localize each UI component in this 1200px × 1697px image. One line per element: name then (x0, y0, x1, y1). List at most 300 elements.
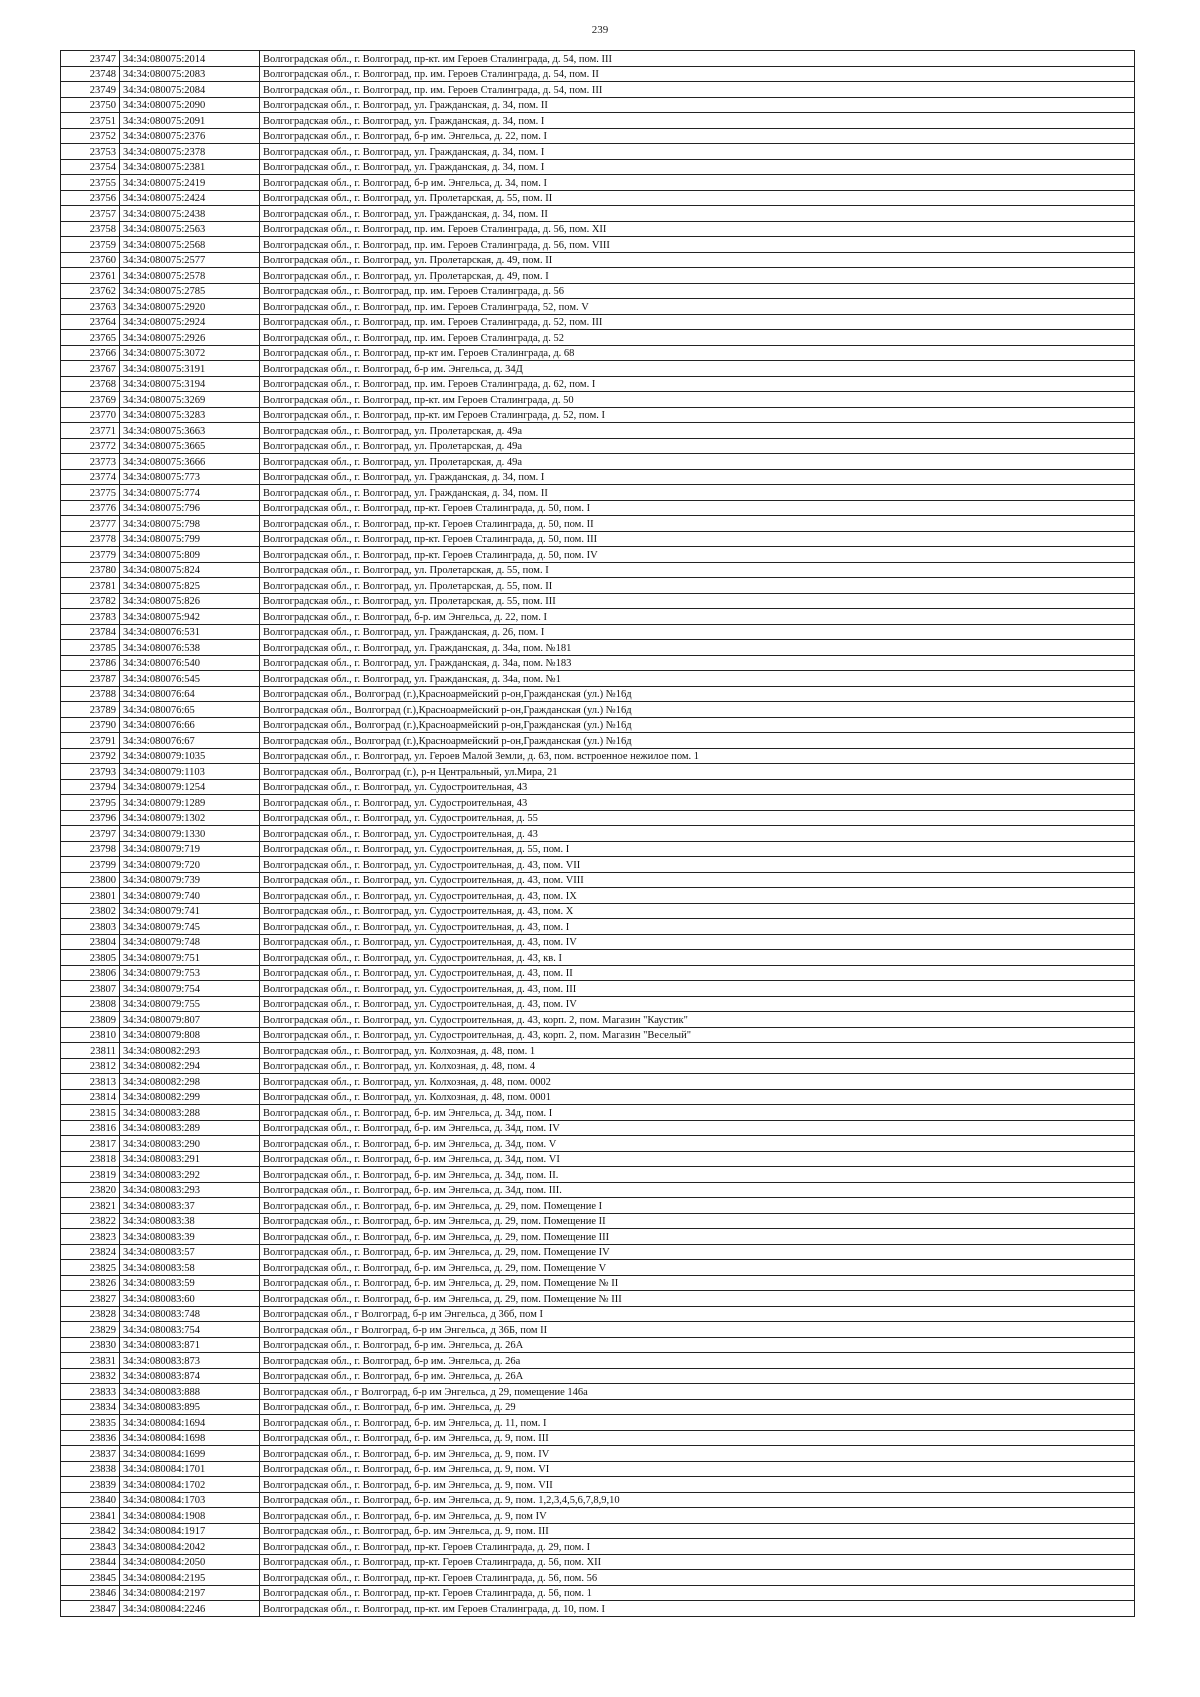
table-row (61, 1353, 1135, 1369)
cadastral-number-cell: 34:34:080075:3072 (120, 345, 260, 361)
address-cell: Волгоградская обл., г. Волгоград, ул. Гражданская, д. 34, пом. I (260, 469, 1135, 485)
address-cell: Волгоградская обл., г. Волгоград, б-р. им Энгельса, д. 9, пом. IV (260, 1446, 1135, 1462)
address-cell: Волгоградская обл., г. Волгоград, ул. Гражданская, д. 34, пом. II (260, 485, 1135, 501)
cadastral-number-cell: 34:34:080075:3269 (120, 392, 260, 408)
cadastral-number-cell: 34:34:080076:531 (120, 624, 260, 640)
address-cell: Волгоградская обл., г. Волгоград, б-р. им Энгельса, д. 9, пом. VI (260, 1461, 1135, 1477)
row-number-cell: 23786 (61, 655, 120, 671)
address-cell: Волгоградская обл., г. Волгоград, ул. Судостроительная, д. 43, корп. 2, пом. Магазин "Веселый" (260, 1027, 1135, 1043)
cadastral-number-cell: 34:34:080083:38 (120, 1213, 260, 1229)
address-cell: Волгоградская обл., г. Волгоград, б-р. им Энгельса, д. 29, пом. Помещение III (260, 1229, 1135, 1245)
cadastral-number-cell: 34:34:080076:65 (120, 702, 260, 718)
row-number-cell: 23795 (61, 795, 120, 811)
address-cell: Волгоградская обл., г. Волгоград, ул. Судостроительная, д. 55, пом. I (260, 841, 1135, 857)
address-cell: Волгоградская обл., г. Волгоград, пр-кт. им Героев Сталинграда, д. 50 (260, 392, 1135, 408)
address-cell: Волгоградская обл., Волгоград (г.), р-н Центральный, ул.Мира, 21 (260, 764, 1135, 780)
address-cell: Волгоградская обл., г. Волгоград, ул. Гражданская, д. 34, пом. I (260, 159, 1135, 175)
cadastral-number-cell: 34:34:080079:1035 (120, 748, 260, 764)
cadastral-number-cell: 34:34:080084:2246 (120, 1601, 260, 1617)
address-cell: Волгоградская обл., г. Волгоград, ул. Судостроительная, д. 43, кв. I (260, 950, 1135, 966)
table-row (61, 671, 1135, 687)
table-row (61, 1198, 1135, 1214)
table-row (61, 1182, 1135, 1198)
address-cell: Волгоградская обл., г. Волгоград, ул. Колхозная, д. 48, пом. 1 (260, 1043, 1135, 1059)
cadastral-number-cell: 34:34:080084:1703 (120, 1492, 260, 1508)
table-row (61, 1074, 1135, 1090)
row-number-cell: 23805 (61, 950, 120, 966)
cadastral-number-cell: 34:34:080083:290 (120, 1136, 260, 1152)
address-cell: Волгоградская обл., Волгоград (г.),Красноармейский р-он,Гражданская (ул.) №16д (260, 733, 1135, 749)
table-row (61, 779, 1135, 795)
row-number-cell: 23781 (61, 578, 120, 594)
cadastral-number-cell: 34:34:080075:809 (120, 547, 260, 563)
address-cell: Волгоградская обл., г. Волгоград, б-р им. Энгельса, д. 26а (260, 1353, 1135, 1369)
row-number-cell: 23783 (61, 609, 120, 625)
table-row (61, 1306, 1135, 1322)
row-number-cell: 23797 (61, 826, 120, 842)
row-number-cell: 23825 (61, 1260, 120, 1276)
row-number-cell: 23831 (61, 1353, 120, 1369)
cadastral-number-cell: 34:34:080079:1289 (120, 795, 260, 811)
cadastral-number-cell: 34:34:080083:37 (120, 1198, 260, 1214)
row-number-cell: 23798 (61, 841, 120, 857)
address-cell: Волгоградская обл., г. Волгоград, ул. Пролетарская, д. 55, пом. III (260, 593, 1135, 609)
row-number-cell: 23755 (61, 175, 120, 191)
cadastral-number-cell: 34:34:080076:545 (120, 671, 260, 687)
cadastral-number-cell: 34:34:080083:39 (120, 1229, 260, 1245)
address-cell: Волгоградская обл., г. Волгоград, б-р. им Энгельса, д. 34д, пом. I (260, 1105, 1135, 1121)
row-number-cell: 23840 (61, 1492, 120, 1508)
table-row (61, 841, 1135, 857)
address-cell: Волгоградская обл., г. Волгоград, ул. Гражданская, д. 34, пом. II (260, 206, 1135, 222)
table-row (61, 1337, 1135, 1353)
cadastral-number-cell: 34:34:080082:293 (120, 1043, 260, 1059)
row-number-cell: 23826 (61, 1275, 120, 1291)
table-row (61, 1430, 1135, 1446)
row-number-cell: 23767 (61, 361, 120, 377)
address-cell: Волгоградская обл., г. Волгоград, пр. им. Героев Сталинграда, д. 56, пом. VIII (260, 237, 1135, 253)
cadastral-number-cell: 34:34:080076:66 (120, 717, 260, 733)
table-row (61, 764, 1135, 780)
table-row (61, 500, 1135, 516)
row-number-cell: 23773 (61, 454, 120, 470)
table-row (61, 733, 1135, 749)
address-cell: Волгоградская обл., г. Волгоград, ул. Гражданская, д. 34, пом. II (260, 97, 1135, 113)
table-row (61, 516, 1135, 532)
row-number-cell: 23782 (61, 593, 120, 609)
address-cell: Волгоградская обл., г. Волгоград, пр-кт. Героев Сталинграда, д. 50, пом. I (260, 500, 1135, 516)
cadastral-number-cell: 34:34:080083:748 (120, 1306, 260, 1322)
cadastral-number-cell: 34:34:080079:808 (120, 1027, 260, 1043)
table-row (61, 1120, 1135, 1136)
address-cell: Волгоградская обл., г. Волгоград, ул. Гражданская, д. 26, пом. I (260, 624, 1135, 640)
table-row (61, 1384, 1135, 1400)
table-row (61, 113, 1135, 129)
cadastral-number-cell: 34:34:080075:826 (120, 593, 260, 609)
row-number-cell: 23845 (61, 1570, 120, 1586)
address-cell: Волгоградская обл., г. Волгоград, б-р. им Энгельса, д. 34д, пом. III. (260, 1182, 1135, 1198)
row-number-cell: 23810 (61, 1027, 120, 1043)
cadastral-number-cell: 34:34:080083:60 (120, 1291, 260, 1307)
cadastral-number-cell: 34:34:080084:1698 (120, 1430, 260, 1446)
row-number-cell: 23834 (61, 1399, 120, 1415)
table-row (61, 485, 1135, 501)
table-row (61, 531, 1135, 547)
cadastral-number-cell: 34:34:080084:2197 (120, 1585, 260, 1601)
property-registry-table (60, 50, 1135, 1617)
row-number-cell: 23760 (61, 252, 120, 268)
table-row (61, 919, 1135, 935)
address-cell: Волгоградская обл., г. Волгоград, пр-кт. им Героев Сталинграда, д. 52, пом. I (260, 407, 1135, 423)
row-number-cell: 23759 (61, 237, 120, 253)
address-cell: Волгоградская обл., г. Волгоград, ул. Пролетарская, д. 49, пом. II (260, 252, 1135, 268)
address-cell: Волгоградская обл., г. Волгоград, б-р им. Энгельса, д. 34, пом. I (260, 175, 1135, 191)
table-row (61, 1585, 1135, 1601)
row-number-cell: 23815 (61, 1105, 120, 1121)
row-number-cell: 23819 (61, 1167, 120, 1183)
address-cell: Волгоградская обл., г. Волгоград, ул. Пролетарская, д. 55, пом. I (260, 562, 1135, 578)
row-number-cell: 23836 (61, 1430, 120, 1446)
cadastral-number-cell: 34:34:080075:2785 (120, 283, 260, 299)
address-cell: Волгоградская обл., г. Волгоград, пр-кт. Героев Сталинграда, д. 50, пом. II (260, 516, 1135, 532)
table-row (61, 748, 1135, 764)
table-row (61, 578, 1135, 594)
row-number-cell: 23762 (61, 283, 120, 299)
address-cell: Волгоградская обл., г. Волгоград, ул. Пролетарская, д. 55, пом. II (260, 190, 1135, 206)
address-cell: Волгоградская обл., Волгоград (г.),Красноармейский р-он,Гражданская (ул.) №16д (260, 702, 1135, 718)
row-number-cell: 23776 (61, 500, 120, 516)
cadastral-number-cell: 34:34:080075:774 (120, 485, 260, 501)
cadastral-number-cell: 34:34:080082:299 (120, 1089, 260, 1105)
table-row (61, 1151, 1135, 1167)
table-row (61, 1554, 1135, 1570)
address-cell: Волгоградская обл., г. Волгоград, ул. Пролетарская, д. 49а (260, 438, 1135, 454)
cadastral-number-cell: 34:34:080084:1701 (120, 1461, 260, 1477)
address-cell: Волгоградская обл., г. Волгоград, б-р. им Энгельса, д. 9, пом. 1,2,3,4,5,6,7,8,9,10 (260, 1492, 1135, 1508)
table-row (61, 144, 1135, 160)
address-cell: Волгоградская обл., г. Волгоград, б-р. им Энгельса, д. 22, пом. I (260, 609, 1135, 625)
cadastral-number-cell: 34:34:080084:1699 (120, 1446, 260, 1462)
row-number-cell: 23790 (61, 717, 120, 733)
row-number-cell: 23820 (61, 1182, 120, 1198)
row-number-cell: 23785 (61, 640, 120, 656)
table-row (61, 345, 1135, 361)
table-row (61, 1368, 1135, 1384)
address-cell: Волгоградская обл., г. Волгоград, пр-кт. им Героев Сталинграда, д. 10, пом. I (260, 1601, 1135, 1617)
table-row (61, 1244, 1135, 1260)
row-number-cell: 23847 (61, 1601, 120, 1617)
row-number-cell: 23809 (61, 1012, 120, 1028)
table-row (61, 562, 1135, 578)
cadastral-number-cell: 34:34:080075:3283 (120, 407, 260, 423)
row-number-cell: 23758 (61, 221, 120, 237)
row-number-cell: 23788 (61, 686, 120, 702)
row-number-cell: 23830 (61, 1337, 120, 1353)
cadastral-number-cell: 34:34:080076:540 (120, 655, 260, 671)
table-row (61, 795, 1135, 811)
cadastral-number-cell: 34:34:080079:1103 (120, 764, 260, 780)
cadastral-number-cell: 34:34:080075:2578 (120, 268, 260, 284)
table-row (61, 97, 1135, 113)
row-number-cell: 23770 (61, 407, 120, 423)
address-cell: Волгоградская обл., г. Волгоград, ул. Судостроительная, д. 43, пом. IX (260, 888, 1135, 904)
address-cell: Волгоградская обл., г. Волгоград, пр. им. Героев Сталинграда, д. 62, пом. I (260, 376, 1135, 392)
address-cell: Волгоградская обл., г. Волгоград, пр-кт. Героев Сталинграда, д. 29, пом. I (260, 1539, 1135, 1555)
address-cell: Волгоградская обл., г. Волгоград, ул. Гражданская, д. 34, пом. I (260, 144, 1135, 160)
cadastral-number-cell: 34:34:080075:798 (120, 516, 260, 532)
cadastral-number-cell: 34:34:080083:59 (120, 1275, 260, 1291)
cadastral-number-cell: 34:34:080076:67 (120, 733, 260, 749)
cadastral-number-cell: 34:34:080083:57 (120, 1244, 260, 1260)
cadastral-number-cell: 34:34:080079:720 (120, 857, 260, 873)
table-row (61, 1492, 1135, 1508)
row-number-cell: 23763 (61, 299, 120, 315)
row-number-cell: 23780 (61, 562, 120, 578)
address-cell: Волгоградская обл., Волгоград (г.),Красноармейский р-он,Гражданская (ул.) №16д (260, 686, 1135, 702)
table-row (61, 252, 1135, 268)
table-row (61, 237, 1135, 253)
address-cell: Волгоградская обл., г. Волгоград, б-р им. Энгельса, д. 26А (260, 1337, 1135, 1353)
row-number-cell: 23768 (61, 376, 120, 392)
row-number-cell: 23778 (61, 531, 120, 547)
page-number: 239 (591, 24, 609, 36)
cadastral-number-cell: 34:34:080075:3663 (120, 423, 260, 439)
row-number-cell: 23749 (61, 82, 120, 98)
row-number-cell: 23816 (61, 1120, 120, 1136)
address-cell: Волгоградская обл., г. Волгоград, пр. им. Героев Сталинграда, д. 56, пом. XII (260, 221, 1135, 237)
row-number-cell: 23761 (61, 268, 120, 284)
row-number-cell: 23766 (61, 345, 120, 361)
address-cell: Волгоградская обл., г. Волгоград, ул. Гражданская, д. 34а, пом. №183 (260, 655, 1135, 671)
address-cell: Волгоградская обл., г. Волгоград, ул. Колхозная, д. 48, пом. 0001 (260, 1089, 1135, 1105)
address-cell: Волгоградская обл., г. Волгоград, ул. Судостроительная, д. 43, пом. VII (260, 857, 1135, 873)
cadastral-number-cell: 34:34:080083:289 (120, 1120, 260, 1136)
address-cell: Волгоградская обл., г. Волгоград, ул. Судостроительная, д. 43, пом. I (260, 919, 1135, 935)
table-row (61, 1539, 1135, 1555)
table-row (61, 1477, 1135, 1493)
address-cell: Волгоградская обл., г. Волгоград, ул. Пролетарская, д. 49а (260, 454, 1135, 470)
cadastral-number-cell: 34:34:080079:719 (120, 841, 260, 857)
row-number-cell: 23791 (61, 733, 120, 749)
address-cell: Волгоградская обл., г. Волгоград, пр. им. Героев Сталинграда, д. 54, пом. III (260, 82, 1135, 98)
cadastral-number-cell: 34:34:080075:2014 (120, 51, 260, 67)
address-cell: Волгоградская обл., г. Волгоград, б-р. им Энгельса, д. 9, пом IV (260, 1508, 1135, 1524)
address-cell: Волгоградская обл., г. Волгоград, пр-кт. Героев Сталинграда, д. 56, пом. 56 (260, 1570, 1135, 1586)
row-number-cell: 23771 (61, 423, 120, 439)
table-row (61, 1461, 1135, 1477)
table-row (61, 1415, 1135, 1431)
table-row (61, 206, 1135, 222)
address-cell: Волгоградская обл., г. Волгоград, пр-кт. Героев Сталинграда, д. 50, пом. III (260, 531, 1135, 547)
cadastral-number-cell: 34:34:080083:293 (120, 1182, 260, 1198)
table-row (61, 376, 1135, 392)
cadastral-number-cell: 34:34:080083:895 (120, 1399, 260, 1415)
address-cell: Волгоградская обл., г. Волгоград, ул. Судостроительная, 43 (260, 779, 1135, 795)
address-cell: Волгоградская обл., г. Волгоград, пр-кт. Героев Сталинграда, д. 56, пом. XII (260, 1554, 1135, 1570)
table-row (61, 1523, 1135, 1539)
cadastral-number-cell: 34:34:080075:773 (120, 469, 260, 485)
address-cell: Волгоградская обл., г. Волгоград, пр. им. Героев Сталинграда, д. 52, пом. III (260, 314, 1135, 330)
row-number-cell: 23804 (61, 934, 120, 950)
table-row (61, 547, 1135, 563)
table-row (61, 454, 1135, 470)
address-cell: Волгоградская обл., г. Волгоград, б-р. им Энгельса, д. 9, пом. III (260, 1523, 1135, 1539)
table-row (61, 826, 1135, 842)
address-cell: Волгоградская обл., г. Волгоград, ул. Пролетарская, д. 49, пом. I (260, 268, 1135, 284)
cadastral-number-cell: 34:34:080075:824 (120, 562, 260, 578)
row-number-cell: 23775 (61, 485, 120, 501)
table-row (61, 1570, 1135, 1586)
address-cell: Волгоградская обл., г. Волгоград, б-р. им Энгельса, д. 9, пом. III (260, 1430, 1135, 1446)
row-number-cell: 23823 (61, 1229, 120, 1245)
cadastral-number-cell: 34:34:080083:874 (120, 1368, 260, 1384)
address-cell: Волгоградская обл., г. Волгоград, б-р. им Энгельса, д. 34д, пом. II. (260, 1167, 1135, 1183)
table-row (61, 159, 1135, 175)
row-number-cell: 23841 (61, 1508, 120, 1524)
table-row (61, 82, 1135, 98)
address-cell: Волгоградская обл., г. Волгоград, ул. Судостроительная, д. 43, пом. X (260, 903, 1135, 919)
row-number-cell: 23792 (61, 748, 120, 764)
row-number-cell: 23837 (61, 1446, 120, 1462)
row-number-cell: 23794 (61, 779, 120, 795)
table-row (61, 1260, 1135, 1276)
cadastral-number-cell: 34:34:080075:2424 (120, 190, 260, 206)
address-cell: Волгоградская обл., г. Волгоград, б-р. им Энгельса, д. 9, пом. VII (260, 1477, 1135, 1493)
table-row (61, 996, 1135, 1012)
table-row (61, 593, 1135, 609)
cadastral-number-cell: 34:34:080076:64 (120, 686, 260, 702)
row-number-cell: 23812 (61, 1058, 120, 1074)
table-row (61, 888, 1135, 904)
table-row (61, 1508, 1135, 1524)
row-number-cell: 23779 (61, 547, 120, 563)
row-number-cell: 23821 (61, 1198, 120, 1214)
address-cell: Волгоградская обл., г. Волгоград, ул. Судостроительная, д. 43, пом. IV (260, 934, 1135, 950)
table-row (61, 438, 1135, 454)
table-row (61, 934, 1135, 950)
row-number-cell: 23753 (61, 144, 120, 160)
cadastral-number-cell: 34:34:080083:754 (120, 1322, 260, 1338)
cadastral-number-cell: 34:34:080084:1702 (120, 1477, 260, 1493)
cadastral-number-cell: 34:34:080079:745 (120, 919, 260, 935)
table-row (61, 1058, 1135, 1074)
row-number-cell: 23811 (61, 1043, 120, 1059)
table-row (61, 190, 1135, 206)
address-cell: Волгоградская обл., г. Волгоград, ул. Гражданская, д. 34а, пом. №181 (260, 640, 1135, 656)
cadastral-number-cell: 34:34:080075:3191 (120, 361, 260, 377)
registry-table-body (61, 51, 1135, 1617)
row-number-cell: 23846 (61, 1585, 120, 1601)
row-number-cell: 23838 (61, 1461, 120, 1477)
table-row (61, 1043, 1135, 1059)
table-row (61, 965, 1135, 981)
cadastral-number-cell: 34:34:080075:2084 (120, 82, 260, 98)
cadastral-number-cell: 34:34:080083:58 (120, 1260, 260, 1276)
address-cell: Волгоградская обл., Волгоград (г.),Красноармейский р-он,Гражданская (ул.) №16д (260, 717, 1135, 733)
table-row (61, 314, 1135, 330)
table-row (61, 903, 1135, 919)
row-number-cell: 23802 (61, 903, 120, 919)
address-cell: Волгоградская обл., г. Волгоград, ул. Судостроительная, д. 43, корп. 2, пом. Магазин "Каустик" (260, 1012, 1135, 1028)
table-row (61, 66, 1135, 82)
row-number-cell: 23774 (61, 469, 120, 485)
cadastral-number-cell: 34:34:080075:2926 (120, 330, 260, 346)
cadastral-number-cell: 34:34:080075:2381 (120, 159, 260, 175)
table-row (61, 702, 1135, 718)
address-cell: Волгоградская обл., г. Волгоград, б-р. им Энгельса, д. 34д, пом. IV (260, 1120, 1135, 1136)
row-number-cell: 23751 (61, 113, 120, 129)
address-cell: Волгоградская обл., г. Волгоград, б-р. им Энгельса, д. 29, пом. Помещение IV (260, 1244, 1135, 1260)
table-row (61, 407, 1135, 423)
cadastral-number-cell: 34:34:080082:294 (120, 1058, 260, 1074)
row-number-cell: 23842 (61, 1523, 120, 1539)
row-number-cell: 23833 (61, 1384, 120, 1400)
table-row (61, 717, 1135, 733)
cadastral-number-cell: 34:34:080075:3194 (120, 376, 260, 392)
address-cell: Волгоградская обл., г. Волгоград, ул. Пролетарская, д. 55, пом. II (260, 578, 1135, 594)
table-row (61, 1167, 1135, 1183)
cadastral-number-cell: 34:34:080076:538 (120, 640, 260, 656)
row-number-cell: 23784 (61, 624, 120, 640)
address-cell: Волгоградская обл., г Волгоград, б-р им Энгельса, д 29, помещение 146а (260, 1384, 1135, 1400)
cadastral-number-cell: 34:34:080075:942 (120, 609, 260, 625)
cadastral-number-cell: 34:34:080079:807 (120, 1012, 260, 1028)
address-cell: Волгоградская обл., г. Волгоград, ул. Гражданская, д. 34, пом. I (260, 113, 1135, 129)
address-cell: Волгоградская обл., г. Волгоград, б-р. им Энгельса, д. 29, пом. Помещение V (260, 1260, 1135, 1276)
cadastral-number-cell: 34:34:080079:754 (120, 981, 260, 997)
row-number-cell: 23754 (61, 159, 120, 175)
table-row (61, 175, 1135, 191)
table-row (61, 330, 1135, 346)
cadastral-number-cell: 34:34:080075:799 (120, 531, 260, 547)
table-row (61, 128, 1135, 144)
address-cell: Волгоградская обл., г. Волгоград, ул. Судостроительная, д. 43, пом. II (260, 965, 1135, 981)
table-row (61, 1275, 1135, 1291)
row-number-cell: 23803 (61, 919, 120, 935)
address-cell: Волгоградская обл., г. Волгоград, ул. Гражданская, д. 34а, пом. №1 (260, 671, 1135, 687)
row-number-cell: 23801 (61, 888, 120, 904)
address-cell: Волгоградская обл., г Волгоград, б-р им Энгельса, д 36Б, пом II (260, 1322, 1135, 1338)
table-row (61, 299, 1135, 315)
address-cell: Волгоградская обл., г. Волгоград, б-р. им Энгельса, д. 11, пом. I (260, 1415, 1135, 1431)
row-number-cell: 23832 (61, 1368, 120, 1384)
address-cell: Волгоградская обл., г. Волгоград, б-р им. Энгельса, д. 34Д (260, 361, 1135, 377)
row-number-cell: 23808 (61, 996, 120, 1012)
row-number-cell: 23839 (61, 1477, 120, 1493)
table-row (61, 1089, 1135, 1105)
table-row (61, 624, 1135, 640)
table-row (61, 392, 1135, 408)
table-row (61, 1213, 1135, 1229)
cadastral-number-cell: 34:34:080084:1908 (120, 1508, 260, 1524)
address-cell: Волгоградская обл., г. Волгоград, б-р. им Энгельса, д. 34д, пом. V (260, 1136, 1135, 1152)
table-row (61, 361, 1135, 377)
row-number-cell: 23765 (61, 330, 120, 346)
address-cell: Волгоградская обл., г. Волгоград, ул. Судостроительная, 43 (260, 795, 1135, 811)
table-row (61, 1446, 1135, 1462)
row-number-cell: 23814 (61, 1089, 120, 1105)
address-cell: Волгоградская обл., г Волгоград, б-р им Энгельса, д 36б, пом I (260, 1306, 1135, 1322)
table-row (61, 1136, 1135, 1152)
table-row (61, 655, 1135, 671)
cadastral-number-cell: 34:34:080079:755 (120, 996, 260, 1012)
cadastral-number-cell: 34:34:080083:873 (120, 1353, 260, 1369)
cadastral-number-cell: 34:34:080079:1254 (120, 779, 260, 795)
row-number-cell: 23799 (61, 857, 120, 873)
cadastral-number-cell: 34:34:080075:2924 (120, 314, 260, 330)
cadastral-number-cell: 34:34:080079:753 (120, 965, 260, 981)
address-cell: Волгоградская обл., г. Волгоград, пр-кт им. Героев Сталинграда, д. 68 (260, 345, 1135, 361)
